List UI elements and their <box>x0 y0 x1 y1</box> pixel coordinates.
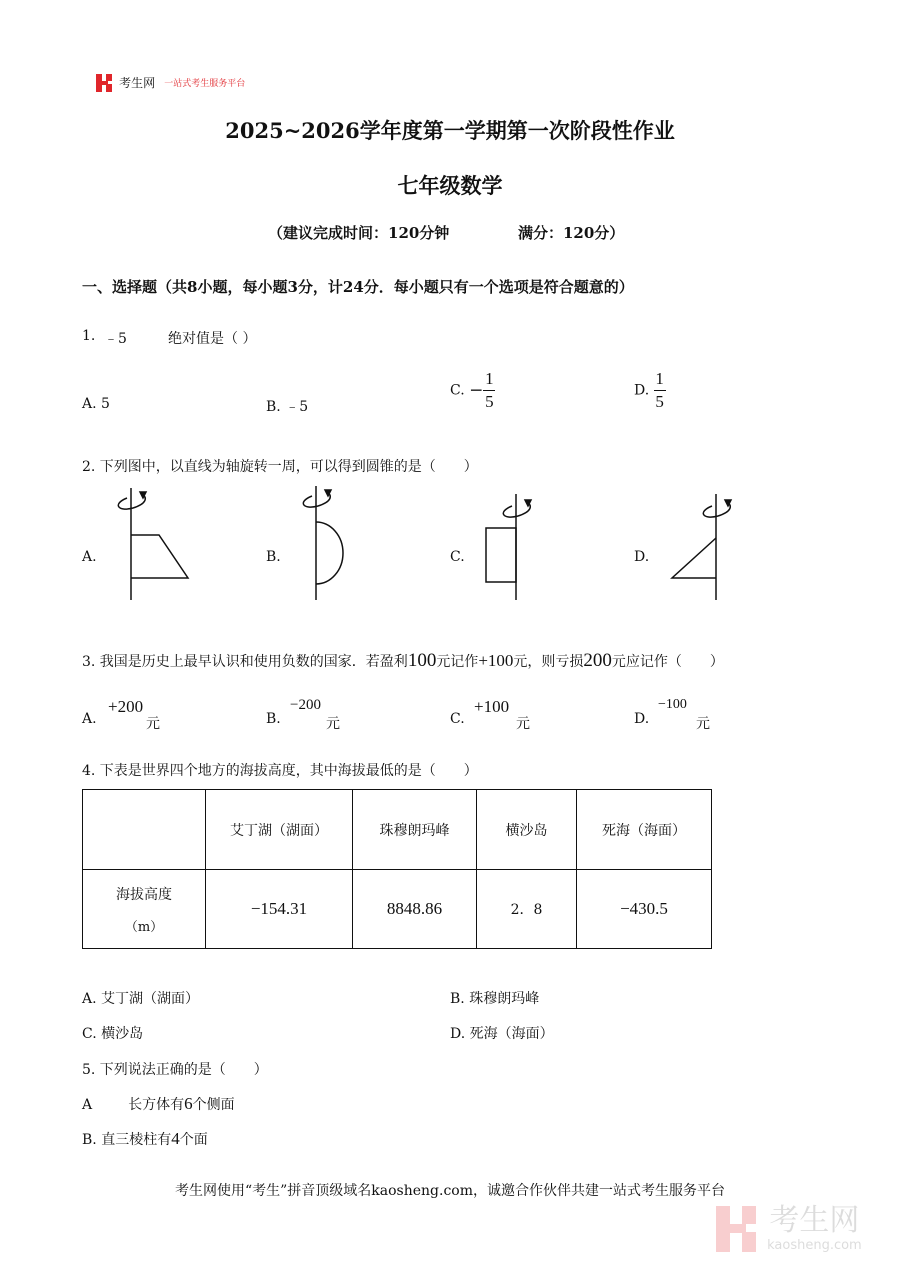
q1-number: 1. <box>82 328 96 344</box>
numerator: 1 <box>655 369 664 388</box>
q4-option-a[interactable] <box>82 988 199 1008</box>
row-label <box>83 870 206 949</box>
footer-text: 考生网使用“考生”拼音顶级域名kaosheng.com，诚邀合作伙伴共建一站式考生服务平台 <box>174 1183 726 1199</box>
option-label: D. <box>450 1026 466 1042</box>
section-heading: 一、选择题（共8小题，每小题3分，计24分．每小题只有一个选项是符合题意的） <box>82 278 634 296</box>
value: 100 <box>407 650 437 671</box>
option-label: C. <box>82 1026 97 1042</box>
q2-option-b[interactable]: B. <box>266 549 281 565</box>
option-text: 个面 <box>179 1132 208 1148</box>
q2-option-c[interactable]: C. <box>450 549 465 565</box>
stem-text: 元，则亏损 <box>513 654 584 670</box>
denominator: 5 <box>485 392 494 411</box>
option-text: 5 <box>101 396 110 412</box>
option-unit: 元 <box>146 716 160 732</box>
option-number: 6 <box>184 1094 193 1113</box>
value: 200 <box>583 650 612 671</box>
table-header: 珠穆朗玛峰 <box>353 790 477 870</box>
q3-stem <box>82 650 724 672</box>
logo-icon <box>96 74 114 92</box>
table-header-row <box>83 790 712 870</box>
table-header: 横沙岛 <box>477 790 577 870</box>
slogan: 一站式考生服务平台 <box>164 79 246 89</box>
q5-stem: 5. 下列说法正确的是（ ） <box>82 1062 268 1078</box>
figure-c-rectangle <box>486 494 531 600</box>
watermark-logo <box>716 1204 862 1253</box>
q4-option-b[interactable] <box>450 988 539 1008</box>
option-unit: 元 <box>516 716 530 732</box>
q4-option-d[interactable] <box>450 1023 554 1043</box>
option-label: D. <box>634 711 650 727</box>
option-label: D. <box>634 382 650 399</box>
table-row <box>83 870 712 949</box>
q1-option-a[interactable] <box>82 396 110 412</box>
row-label-text: 海拔高度 <box>116 886 172 903</box>
logo-text: 考生网 <box>119 76 156 90</box>
option-value: −100 <box>658 697 687 712</box>
fraction <box>654 370 666 411</box>
page-subtitle: 七年级数学 <box>397 173 503 198</box>
value: +100 <box>478 651 514 670</box>
q1-value: ﹣5 <box>104 331 127 347</box>
fraction <box>483 370 495 411</box>
watermark-sub: kaosheng.com <box>767 1238 862 1253</box>
option-label: A. <box>82 396 97 412</box>
numerator: 1 <box>485 369 494 388</box>
option-text: 横沙岛 <box>101 1026 144 1042</box>
watermark-text: 考生网 <box>769 1203 860 1238</box>
option-text: 珠穆朗玛峰 <box>469 991 540 1007</box>
altitude-table <box>82 789 712 949</box>
q1-option-c[interactable] <box>450 370 495 411</box>
denominator: 5 <box>655 392 664 411</box>
table-cell: 8848.86 <box>353 870 477 949</box>
option-text: 长方体有 <box>128 1097 185 1113</box>
figure-d-triangle <box>672 494 731 600</box>
table-cell: −430.5 <box>577 870 712 949</box>
minus-sign: − <box>469 380 484 401</box>
option-text: 艾丁湖（湖面） <box>101 991 200 1007</box>
header-logo <box>96 72 245 92</box>
option-label: C. <box>450 382 465 399</box>
stem-text: 元应记作（ ） <box>611 654 724 670</box>
q4-stem: 4. 下表是世界四个地方的海拔高度，其中海拔最低的是（ ） <box>82 763 478 779</box>
q3-option-c[interactable] <box>450 697 550 733</box>
q2-option-d[interactable]: D. <box>634 549 650 565</box>
option-label: B. <box>266 711 281 727</box>
option-text: ﹣5 <box>285 399 309 415</box>
q4-option-c[interactable] <box>82 1023 143 1043</box>
option-number: 4 <box>171 1129 180 1148</box>
option-unit: 元 <box>326 716 340 732</box>
row-label-unit: （m） <box>124 919 164 935</box>
option-label: C. <box>450 711 465 727</box>
option-text: 死海（海面） <box>469 1026 554 1042</box>
option-value: +200 <box>108 697 144 716</box>
watermark-icon <box>716 1206 762 1252</box>
score-info: 满分：120分） <box>518 224 625 242</box>
option-value: −200 <box>290 697 321 713</box>
option-value: +100 <box>474 697 510 716</box>
q3-option-d[interactable] <box>634 697 734 733</box>
q2-option-a[interactable]: A. <box>82 549 97 565</box>
q2-stem: 2. 下列图中，以直线为轴旋转一周，可以得到圆锥的是（ ） <box>82 459 478 475</box>
table-cell: 2．8 <box>477 870 577 949</box>
option-unit: 元 <box>696 716 710 732</box>
option-label: B. <box>450 991 465 1007</box>
figure-a-trapezoid <box>118 488 188 600</box>
stem-text: 3. 我国是历史上最早认识和使用负数的国家．若盈利 <box>82 654 408 670</box>
option-text: 个侧面 <box>192 1097 235 1113</box>
q5-option-b[interactable] <box>82 1129 208 1149</box>
q2-figures <box>0 480 900 610</box>
stem-text: 元记作 <box>436 654 479 670</box>
time-info: （建议完成时间：120分钟 <box>268 224 450 242</box>
q3-option-a[interactable] <box>82 697 182 733</box>
table-cell: −154.31 <box>206 870 353 949</box>
q1-option-d[interactable] <box>634 370 666 411</box>
option-label: A <box>82 1097 93 1113</box>
table-header <box>83 790 206 870</box>
option-label: A. <box>82 991 97 1007</box>
table-header: 艾丁湖（湖面） <box>206 790 353 870</box>
option-text: 直三棱柱有 <box>101 1132 172 1148</box>
option-label: B. <box>266 399 281 415</box>
figure-b-semicircle <box>303 486 343 600</box>
q5-option-a[interactable] <box>82 1094 235 1114</box>
table-header: 死海（海面） <box>577 790 712 870</box>
q1-stem: 绝对值是（ ） <box>168 331 257 347</box>
q1-option-b[interactable] <box>266 396 308 416</box>
page-title: 2025~2026学年度第一学期第一次阶段性作业 <box>225 118 675 143</box>
option-label: A. <box>82 711 97 727</box>
option-label: B. <box>82 1132 97 1148</box>
q3-option-b[interactable] <box>266 697 366 733</box>
